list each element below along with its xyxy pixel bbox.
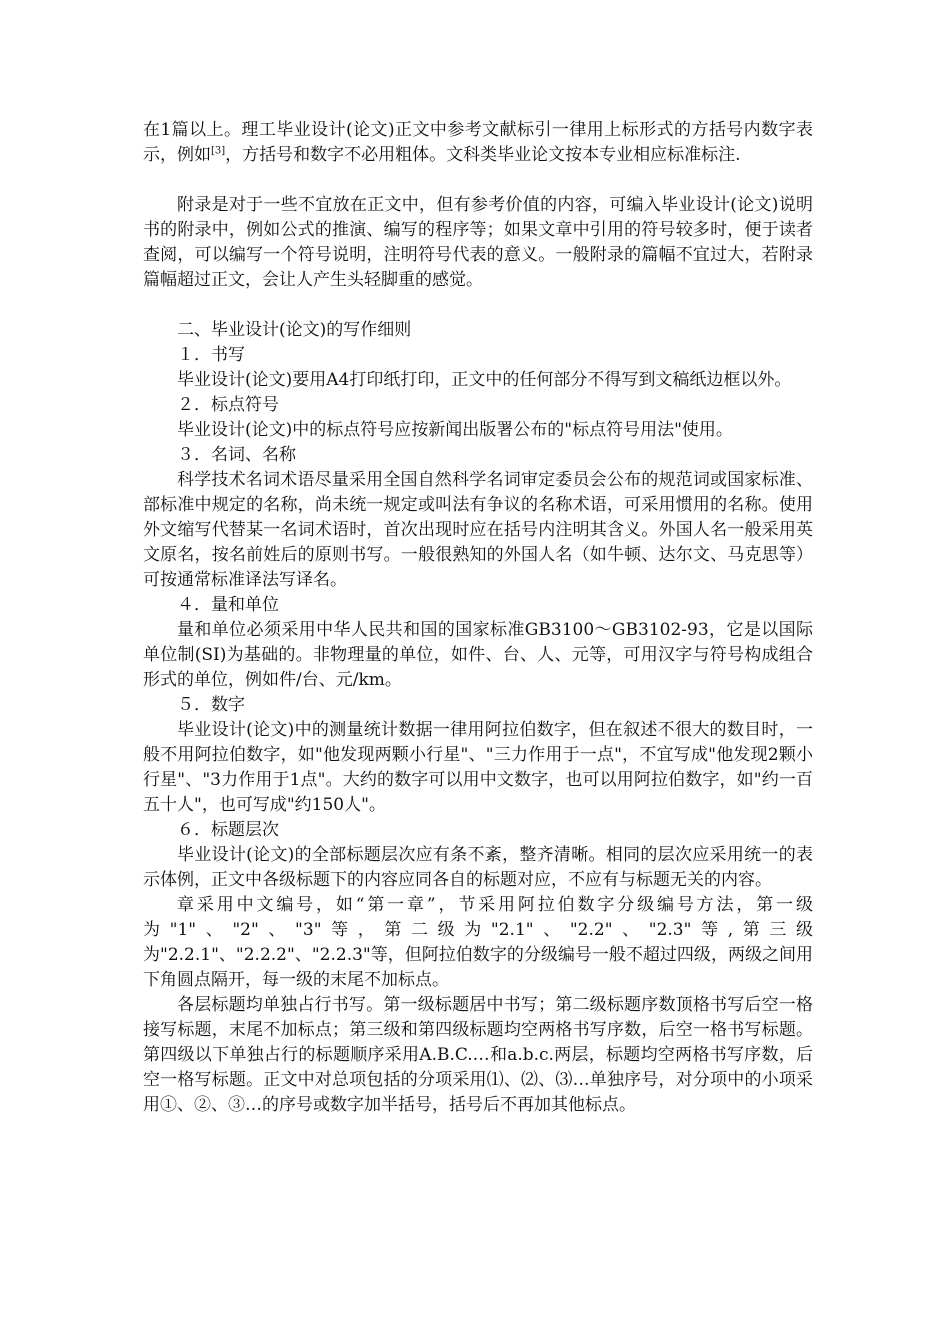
paragraph-heading-levels-1: 毕业设计(论文)的全部标题层次应有条不紊，整齐清晰。相同的层次应采用统一的表示体例，正文中各级标题下的内容应同各自的标题对应，不应有与标题无关的内容。 xyxy=(143,845,813,890)
paragraph-appendix: 附录是对于一些不宜放在正文中，但有参考价值的内容，可编入毕业设计(论文)说明书的附录中，例如公式的推演、编写的程序等；如果文章中引用的符号较多时，便于读者查阅，可以编写一个符号说明，注明符号代表的意义。一般附录的篇幅不宜过大，若附录篇幅超过正文，会让人产生头轻脚重的感觉。 xyxy=(143,195,813,290)
subheading-units: ４．量和单位 xyxy=(177,595,279,615)
subheading-terms: ３．名词、名称 xyxy=(177,445,296,465)
subheading-heading-levels: ６．标题层次 xyxy=(177,820,279,840)
paragraph-gap xyxy=(143,168,813,193)
paragraph-writing: 毕业设计(论文)要用A4打印纸打印，正文中的任何部分不得写到文稿纸边框以外。 xyxy=(177,370,792,390)
paragraph-citation-rule xyxy=(143,118,813,168)
citation-text-before: 在1篇以上。理工毕业设计(论文)正文中参考文献标引一律用上标形式的方括号内数字表示，例如 xyxy=(143,120,813,165)
subheading-writing: １．书写 xyxy=(177,345,245,365)
citation-superscript: [3] xyxy=(211,145,226,157)
citation-text-after: ，方括号和数字不必用粗体。文科类毕业论文按本专业相应标准标注. xyxy=(225,145,741,165)
document-body xyxy=(143,118,813,1118)
subheading-punctuation: ２．标点符号 xyxy=(177,395,279,415)
paragraph-numbers: 毕业设计(论文)中的测量统计数据一律用阿拉伯数字，但在叙述不很大的数目时，一般不用阿拉伯数字，如"他发现两颗小行星"、"三力作用于一点"，不宜写成"他发现2颗小行星"、"3力作用于1点"。大约的数字可以用中文数字，也可以用阿拉伯数字，如"约一百五十人"，也可写成"约150人"。 xyxy=(143,720,813,815)
paragraph-units: 量和单位必须采用中华人民共和国的国家标准GB3100～GB3102-93，它是以国际单位制(SI)为基础的。非物理量的单位，如件、台、人、元等，可用汉字与符号构成组合形式的单位，例如件/台、元/km。 xyxy=(143,620,813,690)
paragraph-heading-levels-2: 章采用中文编号，如“第一章”，节采用阿拉伯数字分级编号方法，第一级为"1"、"2"、"3"等，第二级为"2.1"、"2.2"、"2.3"等,第三级为"2.2.1"、"2.2.2"、"2.2.3"等，但阿拉伯数字的分级编号一般不超过四级，两级之间用下角圆点隔开，每一级的末尾不加标点。 xyxy=(143,895,813,990)
paragraph-gap xyxy=(143,293,813,318)
paragraph-punctuation: 毕业设计(论文)中的标点符号应按新闻出版署公布的"标点符号用法"使用。 xyxy=(177,420,733,440)
subheading-numbers: ５．数字 xyxy=(177,695,245,715)
section-heading-writing-rules: 二、毕业设计(论文)的写作细则 xyxy=(177,320,412,340)
paragraph-terms: 科学技术名词术语尽量采用全国自然科学名词审定委员会公布的规范词或国家标准、部标准中规定的名称，尚未统一规定或叫法有争议的名称术语，可采用惯用的名称。使用外文缩写代替某一名词术语时，首次出现时应在括号内注明其含义。外国人名一般采用英文原名，按名前姓后的原则书写。一般很熟知的外国人名（如牛顿、达尔文、马克思等）可按通常标准译法写译名。 xyxy=(143,470,813,590)
paragraph-heading-levels-3: 各层标题均单独占行书写。第一级标题居中书写；第二级标题序数顶格书写后空一格接写标题，末尾不加标点；第三级和第四级标题均空两格书写序数，后空一格书写标题。第四级以下单独占行的标题顺序采用A.B.C.…和a.b.c.两层，标题均空两格书写序数，后空一格写标题。正文中对总项包括的分项采用⑴、⑵、⑶…单独序号，对分项中的小项采用①、②、③…的序号或数字加半括号，括号后不再加其他标点。 xyxy=(143,995,813,1115)
